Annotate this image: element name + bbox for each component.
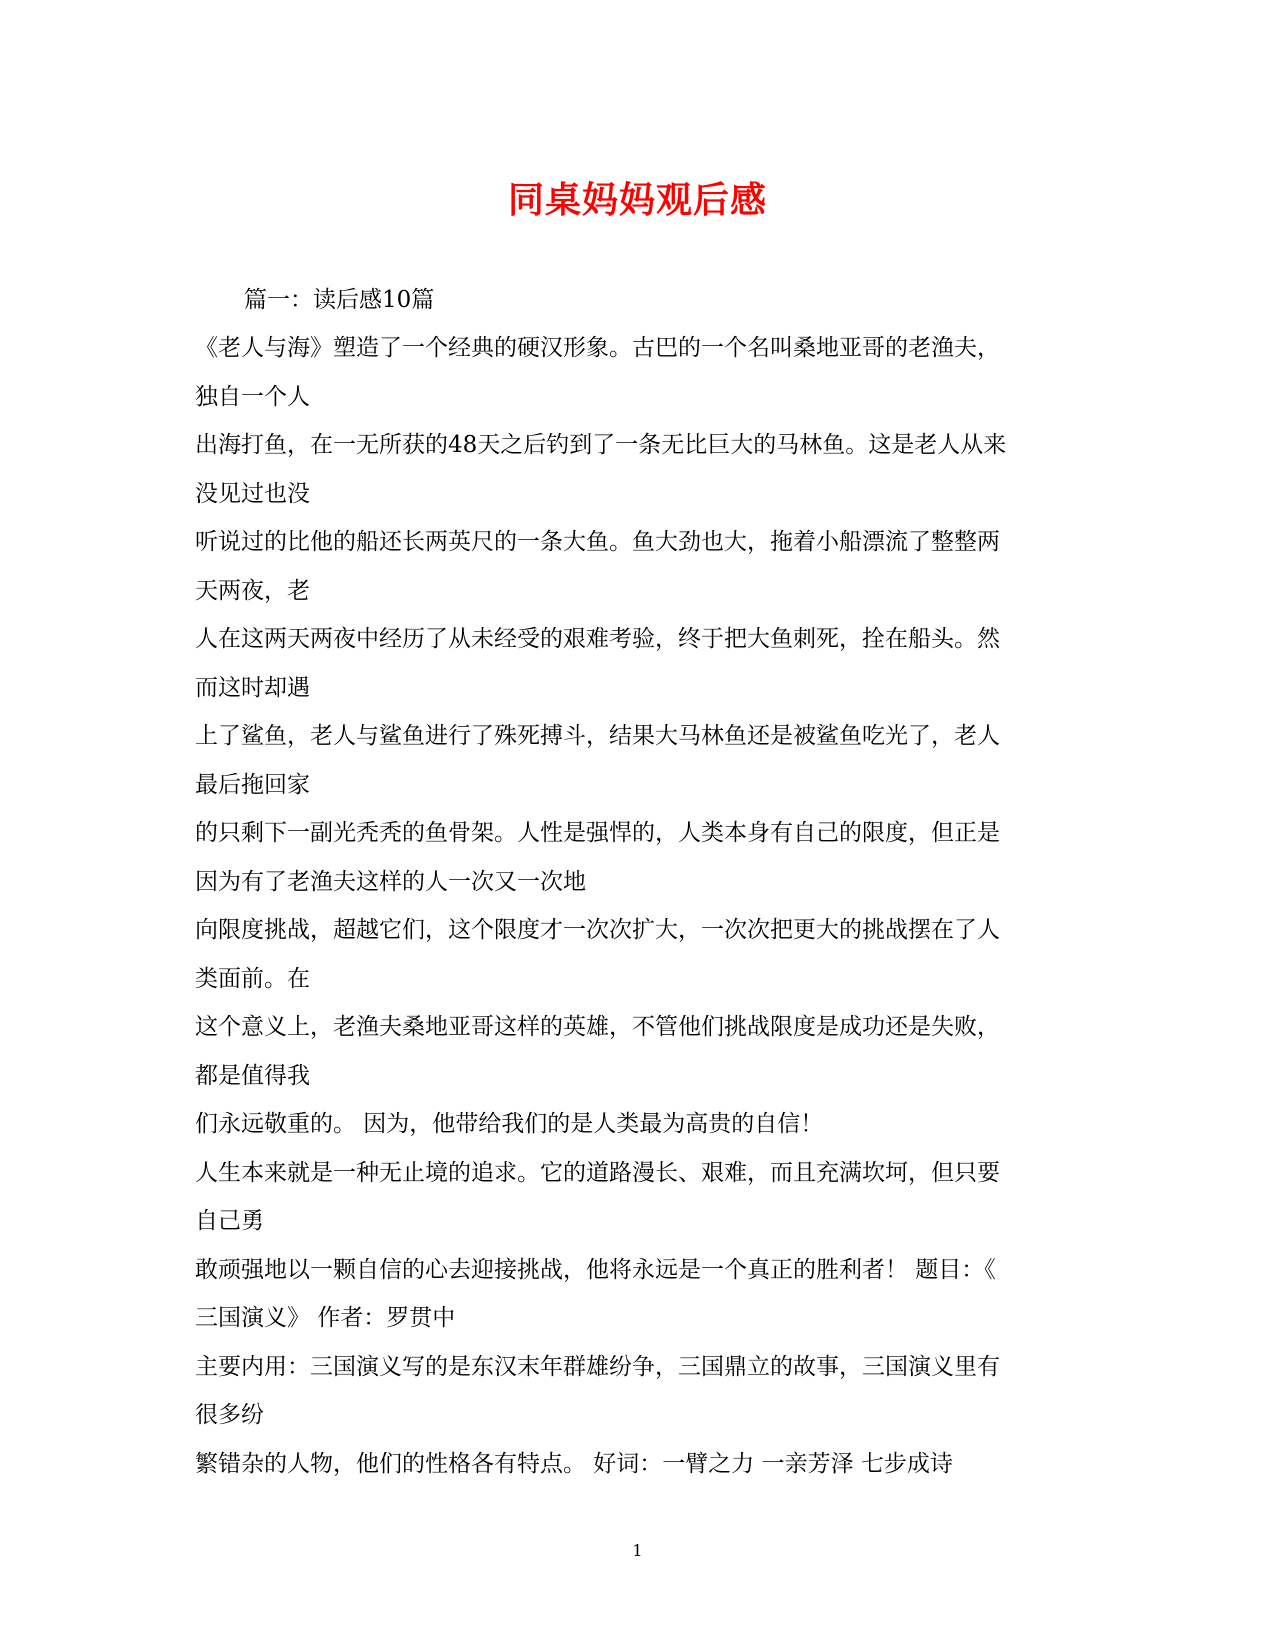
text-line: 都是值得我 <box>195 1062 310 1089</box>
document-title: 同桌妈妈观后感 <box>507 179 767 221</box>
text-line: 自己勇 <box>195 1208 264 1234</box>
text-line: 《老人与海》塑造了一个经典的硬汉形象。古巴的一个名叫桑地亚哥的老渔夫， <box>195 335 1000 361</box>
page-number: 1 <box>632 1541 643 1560</box>
text-line: 很多纷 <box>195 1402 264 1428</box>
text-line: 没见过也没 <box>195 480 310 507</box>
text-line: 类面前。在 <box>195 965 310 992</box>
body-text <box>195 333 1075 1497</box>
text-line: 出海打鱼，在一无所获的48天之后钓到了一条无比巨大的马林鱼。这是老人从来 <box>195 432 1007 458</box>
text-line: 最后拖回家 <box>195 771 310 798</box>
text-line: 这个意义上，老渔夫桑地亚哥这样的英雄，不管他们挑战限度是成功还是失败， <box>195 1014 1000 1040</box>
text-line: 而这时却遇 <box>195 674 310 701</box>
text-line: 人在这两天两夜中经历了从未经受的艰难考验，终于把大鱼刺死，拴在船头。然 <box>195 626 1000 652</box>
text-line: 繁错杂的人物，他们的性格各有特点。 好词：一臂之力 一亲芳泽 七步成诗 <box>195 1450 953 1477</box>
text-line: 向限度挑战，超越它们，这个限度才一次次扩大，一次次把更大的挑战摆在了人 <box>195 917 1000 943</box>
text-line: 敢顽强地以一颗自信的心去迎接挑战，他将永远是一个真正的胜利者！ 题目：《 <box>195 1256 996 1283</box>
text-line: 三国演义》 作者：罗贯中 <box>195 1305 456 1331</box>
text-line: 人生本来就是一种无止境的追求。它的道路漫长、艰难，而且充满坎坷，但只要 <box>195 1159 1000 1186</box>
section-heading: 篇一：读后感10篇 <box>244 287 435 313</box>
text-line: 天两夜，老 <box>195 577 310 604</box>
text-line: 上了鲨鱼，老人与鲨鱼进行了殊死搏斗，结果大马林鱼还是被鲨鱼吃光了，老人 <box>195 723 1000 749</box>
text-line: 独自一个人 <box>195 383 310 410</box>
text-line: 听说过的比他的船还长两英尺的一条大鱼。鱼大劲也大，拖着小船漂流了整整两 <box>195 529 1000 555</box>
text-line: 因为有了老渔夫这样的人一次又一次地 <box>195 868 586 895</box>
text-line: 主要内用：三国演义写的是东汉末年群雄纷争，三国鼎立的故事，三国演义里有 <box>195 1353 1000 1380</box>
text-line: 们永远敬重的。 因为，他带给我们的是人类最为高贵的自信！ <box>195 1111 824 1137</box>
text-line: 的只剩下一副光秃秃的鱼骨架。人性是强悍的，人类本身有自己的限度，但正是 <box>195 820 1000 846</box>
